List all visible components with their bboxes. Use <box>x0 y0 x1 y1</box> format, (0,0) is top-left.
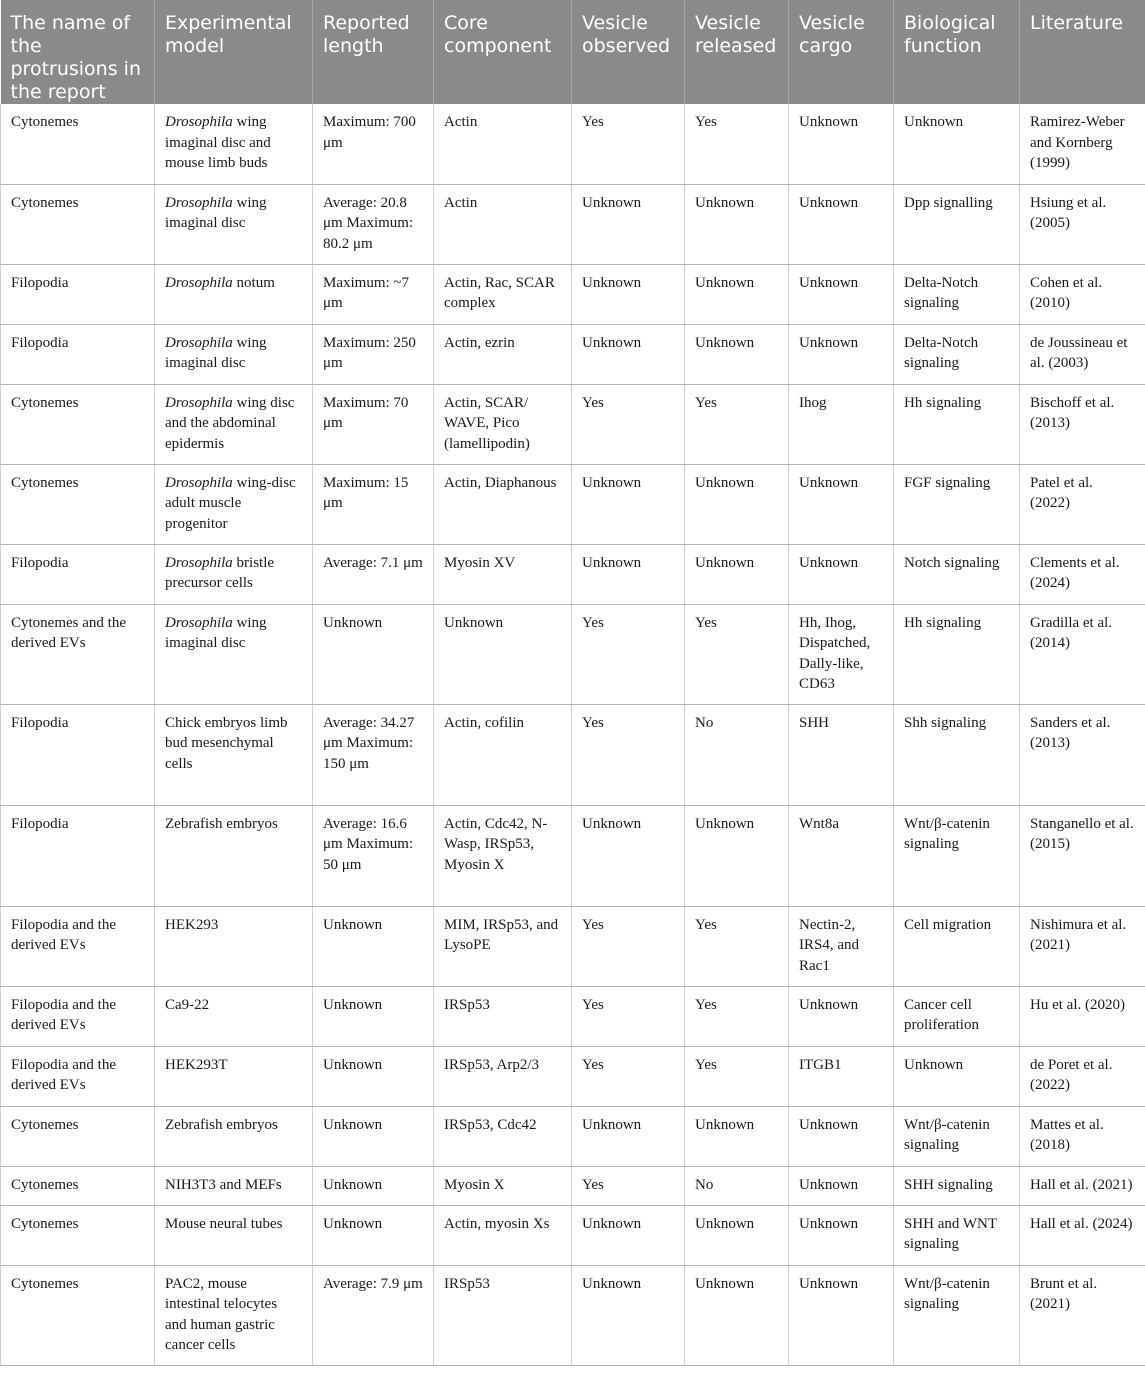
cell-protrusion-name: Cytonemes <box>1 1106 155 1166</box>
cell-literature: Clements et al. (2024) <box>1020 544 1145 604</box>
model-text: PAC2, mouse intestinal telocytes and human gastric cancer cells <box>165 1275 278 1353</box>
cell-vesicle-released: No <box>685 1166 789 1205</box>
model-organism-italic: Drosophila <box>165 334 233 351</box>
cell-protrusion-name: Cytonemes <box>1 384 155 464</box>
cell-vesicle-cargo: Nectin-2, IRS4, and Rac1 <box>789 906 894 986</box>
cell-protrusion-name: Cytonemes <box>1 184 155 264</box>
cell-vesicle-released: Unknown <box>685 1106 789 1166</box>
cell-experimental-model <box>155 324 313 384</box>
cell-biological-function: FGF signaling <box>894 464 1020 544</box>
model-organism-italic: Drosophila <box>165 474 233 491</box>
cell-core-component: Actin <box>434 104 572 184</box>
cell-vesicle-observed: Yes <box>572 104 685 184</box>
cell-vesicle-observed: Unknown <box>572 1205 685 1265</box>
cell-vesicle-observed: Yes <box>572 604 685 704</box>
cell-reported-length: Maximum: 700 μm <box>313 104 434 184</box>
model-text: wing imaginal disc and mouse limb buds <box>165 114 271 171</box>
cell-protrusion-name: Cytonemes and the derived EVs <box>1 604 155 704</box>
cell-experimental-model <box>155 184 313 264</box>
header-vesicle-released: Vesicle released <box>685 0 789 104</box>
cell-literature: Hu et al. (2020) <box>1020 986 1145 1046</box>
cell-vesicle-cargo: Unknown <box>789 184 894 264</box>
cell-core-component: Actin <box>434 184 572 264</box>
cell-vesicle-cargo: Unknown <box>789 1106 894 1166</box>
cell-core-component: Actin, Cdc42, N-Wasp, IRSp53, Myosin X <box>434 805 572 906</box>
header-core-component: Core component <box>434 0 572 104</box>
header-biological-function: Biological function <box>894 0 1020 104</box>
cell-biological-function: Cell migration <box>894 906 1020 986</box>
cell-vesicle-cargo: Unknown <box>789 104 894 184</box>
cell-core-component: Myosin X <box>434 1166 572 1205</box>
cell-biological-function: Dpp signalling <box>894 184 1020 264</box>
table-row <box>1 1166 1145 1205</box>
header-row <box>1 0 1145 104</box>
cell-experimental-model <box>155 264 313 324</box>
model-text: wing imaginal disc <box>165 194 267 231</box>
cell-reported-length: Unknown <box>313 1166 434 1205</box>
cell-experimental-model <box>155 1166 313 1205</box>
cell-biological-function: Delta-Notch signaling <box>894 264 1020 324</box>
cell-vesicle-cargo: Unknown <box>789 544 894 604</box>
cell-literature: Brunt et al. (2021) <box>1020 1265 1145 1365</box>
cell-vesicle-observed: Yes <box>572 1046 685 1106</box>
cell-vesicle-observed: Yes <box>572 704 685 805</box>
model-organism-italic: Drosophila <box>165 274 233 291</box>
cell-core-component: Actin, Diaphanous <box>434 464 572 544</box>
model-text: Zebrafish embryos <box>165 815 278 832</box>
cell-biological-function: Hh signaling <box>894 604 1020 704</box>
cell-reported-length: Unknown <box>313 906 434 986</box>
header-literature: Literature <box>1020 0 1145 104</box>
cell-literature: Patel et al. (2022) <box>1020 464 1145 544</box>
cell-vesicle-observed: Unknown <box>572 324 685 384</box>
cell-literature: Hsiung et al. (2005) <box>1020 184 1145 264</box>
cell-vesicle-cargo: SHH <box>789 704 894 805</box>
cell-reported-length: Unknown <box>313 1106 434 1166</box>
cell-core-component: MIM, IRSp53, and LysoPE <box>434 906 572 986</box>
cell-protrusion-name: Cytonemes <box>1 1205 155 1265</box>
cell-vesicle-cargo: Unknown <box>789 986 894 1046</box>
table-row <box>1 986 1145 1046</box>
cell-vesicle-observed: Unknown <box>572 264 685 324</box>
cell-vesicle-cargo: Wnt8a <box>789 805 894 906</box>
table-row <box>1 324 1145 384</box>
header-vesicle-observed: Vesicle observed <box>572 0 685 104</box>
cell-experimental-model <box>155 1265 313 1365</box>
cell-vesicle-released: Unknown <box>685 1265 789 1365</box>
model-organism-italic: Drosophila <box>165 394 233 411</box>
model-text: HEK293T <box>165 1056 228 1073</box>
cell-vesicle-cargo: Hh, Ihog, Dispatched, Dally-like, CD63 <box>789 604 894 704</box>
cell-protrusion-name: Cytonemes <box>1 464 155 544</box>
cell-experimental-model <box>155 1046 313 1106</box>
model-organism-italic: Drosophila <box>165 554 233 571</box>
table-row <box>1 604 1145 704</box>
cell-vesicle-observed: Yes <box>572 384 685 464</box>
model-text: notum <box>232 274 275 291</box>
cell-experimental-model <box>155 384 313 464</box>
cell-vesicle-cargo: Ihog <box>789 384 894 464</box>
table-row <box>1 384 1145 464</box>
cell-core-component: IRSp53, Arp2/3 <box>434 1046 572 1106</box>
cell-vesicle-observed: Unknown <box>572 1106 685 1166</box>
cell-core-component: IRSp53 <box>434 986 572 1046</box>
table-row <box>1 805 1145 906</box>
cell-biological-function: Wnt/β-catenin signaling <box>894 805 1020 906</box>
model-text: NIH3T3 and MEFs <box>165 1176 282 1193</box>
cell-vesicle-observed: Unknown <box>572 544 685 604</box>
cell-vesicle-released: Yes <box>685 384 789 464</box>
cell-vesicle-released: Unknown <box>685 805 789 906</box>
cell-vesicle-released: No <box>685 704 789 805</box>
cell-reported-length: Average: 7.1 μm <box>313 544 434 604</box>
cell-experimental-model <box>155 544 313 604</box>
cell-reported-length: Average: 20.8 μm Maximum: 80.2 μm <box>313 184 434 264</box>
cell-biological-function: Delta-Notch signaling <box>894 324 1020 384</box>
cell-reported-length: Average: 7.9 μm <box>313 1265 434 1365</box>
model-text: Ca9-22 <box>165 996 210 1013</box>
cell-reported-length: Maximum: ~7 μm <box>313 264 434 324</box>
cell-literature: Hall et al. (2021) <box>1020 1166 1145 1205</box>
table-row <box>1 544 1145 604</box>
cell-experimental-model <box>155 906 313 986</box>
table-row <box>1 704 1145 805</box>
cell-reported-length: Average: 16.6 μm Maximum: 50 μm <box>313 805 434 906</box>
table-row <box>1 104 1145 184</box>
cell-vesicle-released: Unknown <box>685 184 789 264</box>
cell-literature: Nishimura et al. (2021) <box>1020 906 1145 986</box>
model-organism-italic: Drosophila <box>165 614 233 631</box>
cell-vesicle-cargo: Unknown <box>789 264 894 324</box>
cell-literature: Ramirez-Weber and Kornberg (1999) <box>1020 104 1145 184</box>
header-protrusion-name: The name of the protrusions in the report <box>1 0 155 104</box>
table-row <box>1 1046 1145 1106</box>
model-text: wing imaginal disc <box>165 334 267 371</box>
table-row <box>1 906 1145 986</box>
cell-biological-function: Wnt/β-catenin signaling <box>894 1265 1020 1365</box>
header-vesicle-cargo: Vesicle cargo <box>789 0 894 104</box>
table-row <box>1 1265 1145 1365</box>
cell-experimental-model <box>155 104 313 184</box>
cell-vesicle-released: Yes <box>685 986 789 1046</box>
cell-vesicle-observed: Yes <box>572 1166 685 1205</box>
cell-core-component: Actin, SCAR/ WAVE, Pico (lamellipodin) <box>434 384 572 464</box>
cell-reported-length: Maximum: 15 μm <box>313 464 434 544</box>
cell-protrusion-name: Cytonemes <box>1 1166 155 1205</box>
model-text: bristle precursor cells <box>165 554 275 591</box>
cell-vesicle-released: Yes <box>685 604 789 704</box>
cell-biological-function: Unknown <box>894 104 1020 184</box>
cell-vesicle-released: Yes <box>685 1046 789 1106</box>
model-text: wing-disc adult muscle progenitor <box>165 474 296 532</box>
cell-protrusion-name: Filopodia and the derived EVs <box>1 906 155 986</box>
table-row <box>1 1205 1145 1265</box>
cell-protrusion-name: Filopodia and the derived EVs <box>1 986 155 1046</box>
cell-vesicle-released: Yes <box>685 104 789 184</box>
model-text: Chick embryos limb bud mesenchymal cells <box>165 714 288 772</box>
cell-biological-function: Wnt/β-catenin signaling <box>894 1106 1020 1166</box>
cell-core-component: IRSp53, Cdc42 <box>434 1106 572 1166</box>
cell-reported-length: Unknown <box>313 986 434 1046</box>
cell-vesicle-released: Unknown <box>685 324 789 384</box>
cell-vesicle-observed: Unknown <box>572 805 685 906</box>
cell-reported-length: Maximum: 70 μm <box>313 384 434 464</box>
cell-vesicle-observed: Yes <box>572 986 685 1046</box>
cell-literature: Cohen et al. (2010) <box>1020 264 1145 324</box>
cell-biological-function: Notch signaling <box>894 544 1020 604</box>
cell-core-component: Unknown <box>434 604 572 704</box>
cell-experimental-model <box>155 464 313 544</box>
cell-core-component: Myosin XV <box>434 544 572 604</box>
model-organism-italic: Drosophila <box>165 194 233 211</box>
cell-literature: Gradilla et al. (2014) <box>1020 604 1145 704</box>
table-row <box>1 1106 1145 1166</box>
cell-reported-length: Unknown <box>313 1046 434 1106</box>
model-text: Mouse neural tubes <box>165 1215 283 1232</box>
cell-core-component: IRSp53 <box>434 1265 572 1365</box>
cell-literature: Sanders et al. (2013) <box>1020 704 1145 805</box>
cell-literature: Bischoff et al. (2013) <box>1020 384 1145 464</box>
cell-biological-function: SHH and WNT signaling <box>894 1205 1020 1265</box>
cell-experimental-model <box>155 805 313 906</box>
model-text: HEK293 <box>165 916 219 933</box>
model-text: wing imaginal disc <box>165 614 267 651</box>
cell-vesicle-released: Unknown <box>685 1205 789 1265</box>
cell-vesicle-cargo: Unknown <box>789 1205 894 1265</box>
cell-experimental-model <box>155 986 313 1046</box>
cell-literature: Mattes et al. (2018) <box>1020 1106 1145 1166</box>
cell-core-component: Actin, myosin Xs <box>434 1205 572 1265</box>
cell-experimental-model <box>155 604 313 704</box>
cell-vesicle-cargo: Unknown <box>789 1166 894 1205</box>
cell-vesicle-cargo: ITGB1 <box>789 1046 894 1106</box>
cell-reported-length: Maximum: 250 μm <box>313 324 434 384</box>
cell-vesicle-observed: Unknown <box>572 184 685 264</box>
cell-protrusion-name: Filopodia <box>1 704 155 805</box>
cell-biological-function: Shh signaling <box>894 704 1020 805</box>
cell-biological-function: SHH signaling <box>894 1166 1020 1205</box>
cell-protrusion-name: Filopodia and the derived EVs <box>1 1046 155 1106</box>
cell-literature: Hall et al. (2024) <box>1020 1205 1145 1265</box>
cell-protrusion-name: Filopodia <box>1 324 155 384</box>
cell-reported-length: Unknown <box>313 1205 434 1265</box>
cell-vesicle-released: Yes <box>685 906 789 986</box>
cell-biological-function: Hh signaling <box>894 384 1020 464</box>
table-row <box>1 464 1145 544</box>
model-text: wing disc and the abdominal epidermis <box>165 394 295 452</box>
cell-vesicle-released: Unknown <box>685 464 789 544</box>
header-experimental-model: Experimental model <box>155 0 313 104</box>
cell-reported-length: Average: 34.27 μm Maximum: 150 μm <box>313 704 434 805</box>
cell-literature: de Poret et al. (2022) <box>1020 1046 1145 1106</box>
cell-biological-function: Unknown <box>894 1046 1020 1106</box>
cell-experimental-model <box>155 1205 313 1265</box>
cell-protrusion-name: Filopodia <box>1 544 155 604</box>
cell-protrusion-name: Filopodia <box>1 805 155 906</box>
cell-vesicle-observed: Yes <box>572 906 685 986</box>
cell-vesicle-observed: Unknown <box>572 1265 685 1365</box>
header-reported-length: Reported length <box>313 0 434 104</box>
cell-vesicle-observed: Unknown <box>572 464 685 544</box>
cell-vesicle-released: Unknown <box>685 264 789 324</box>
cell-vesicle-released: Unknown <box>685 544 789 604</box>
model-organism-italic: Drosophila <box>165 114 233 130</box>
model-text: Zebrafish embryos <box>165 1116 278 1133</box>
cell-protrusion-name: Cytonemes <box>1 1265 155 1365</box>
cell-vesicle-cargo: Unknown <box>789 324 894 384</box>
cell-core-component: Actin, Rac, SCAR complex <box>434 264 572 324</box>
cell-reported-length: Unknown <box>313 604 434 704</box>
cell-vesicle-cargo: Unknown <box>789 464 894 544</box>
cell-vesicle-cargo: Unknown <box>789 1265 894 1365</box>
cell-core-component: Actin, ezrin <box>434 324 572 384</box>
table-row <box>1 184 1145 264</box>
cell-literature: de Joussineau et al. (2003) <box>1020 324 1145 384</box>
cell-protrusion-name: Filopodia <box>1 264 155 324</box>
cell-experimental-model <box>155 704 313 805</box>
cell-experimental-model <box>155 1106 313 1166</box>
cell-literature: Stanganello et al. (2015) <box>1020 805 1145 906</box>
cell-biological-function: Cancer cell proliferation <box>894 986 1020 1046</box>
table-row <box>1 264 1145 324</box>
cell-core-component: Actin, cofilin <box>434 704 572 805</box>
cell-protrusion-name: Cytonemes <box>1 104 155 184</box>
